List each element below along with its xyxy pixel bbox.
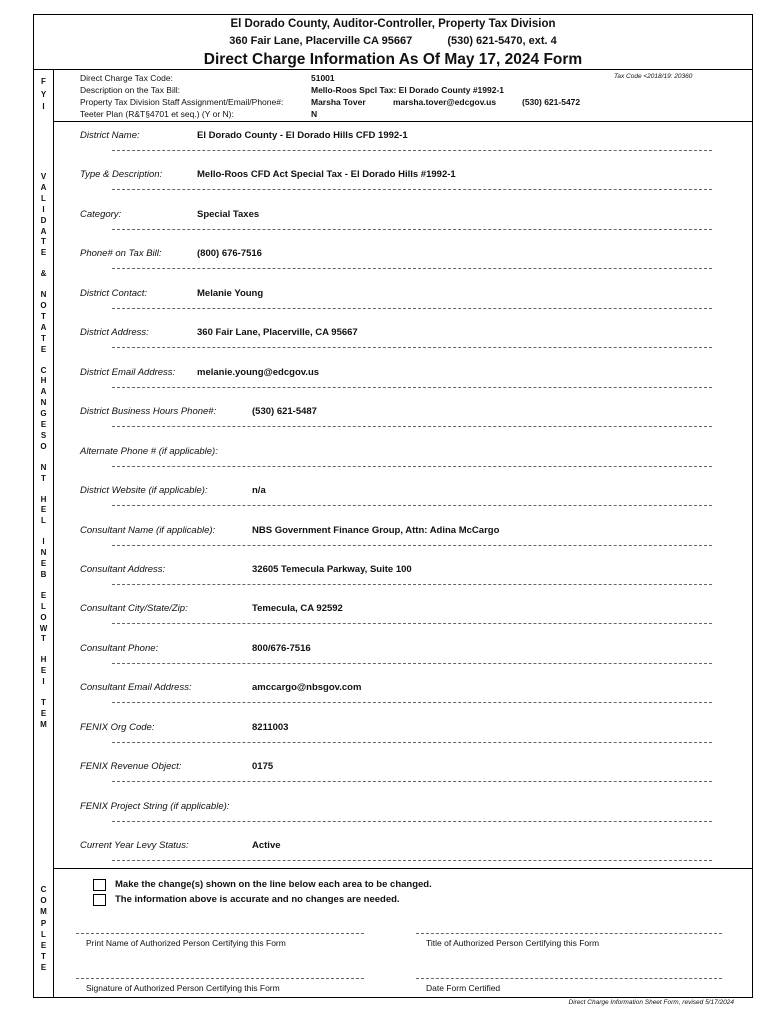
field-value: (530) 621-5487: [252, 406, 317, 418]
side-letter: N: [40, 548, 47, 558]
change-notation-line[interactable]: [112, 584, 712, 585]
change-notation-line[interactable]: [112, 781, 712, 782]
side-letter: I: [42, 204, 45, 214]
field-label: Consultant Phone:: [80, 642, 159, 654]
field-label: District Website (if applicable):: [80, 485, 208, 497]
side-letter: L: [41, 601, 46, 611]
field-label: Phone# on Tax Bill:: [80, 248, 162, 260]
change-notation-line[interactable]: [112, 229, 712, 230]
form-footer: Direct Charge Information Sheet Form, revised 5/17/2024: [568, 999, 734, 1006]
field-label: FENIX Revenue Object:: [80, 761, 182, 773]
side-letter: M: [40, 719, 47, 729]
field-label: Consultant Email Address:: [80, 682, 192, 694]
side-letter: A: [40, 226, 47, 236]
field-row: [80, 364, 720, 404]
side-letter: T: [41, 952, 46, 962]
field-row: [80, 324, 720, 364]
description-value: Mello-Roos Spcl Tax: El Dorado County #1992-1: [311, 85, 505, 95]
agency-contact: [34, 35, 752, 47]
side-label-fyi: [34, 70, 54, 122]
complete-section: [54, 869, 752, 997]
side-letter: B: [40, 569, 47, 579]
side-letter: O: [40, 612, 47, 622]
field-row: [80, 758, 720, 798]
teeter-label: Teeter Plan (R&T§4701 et seq.) (Y or N):: [80, 109, 234, 119]
agency-address: 360 Fair Lane, Placerville CA 95667: [229, 35, 413, 47]
tax-code-value: 51001: [311, 73, 335, 83]
field-label: Category:: [80, 208, 122, 220]
field-value: Mello-Roos CFD Act Special Tax - El Dorado Hills #1992-1: [197, 169, 456, 181]
field-value: Melanie Young: [197, 287, 264, 299]
staff-label: Property Tax Division Staff Assignment/Email/Phone#:: [80, 97, 284, 107]
side-letter: E: [40, 590, 47, 600]
form-header: [34, 15, 752, 70]
side-letter: A: [40, 322, 47, 332]
side-letter: E: [40, 941, 47, 950]
print-name-line[interactable]: [76, 933, 364, 934]
side-letter: V: [40, 172, 47, 181]
side-letter: T: [41, 311, 46, 321]
side-letter: E: [40, 559, 47, 568]
signature-line[interactable]: [76, 978, 364, 979]
side-letter: S: [40, 430, 47, 440]
description-label: Description on the Tax Bill:: [80, 85, 181, 95]
teeter-value: N: [311, 109, 318, 119]
field-label: Consultant Address:: [80, 563, 166, 575]
side-letter: C: [40, 365, 47, 375]
change-notation-line[interactable]: [112, 742, 712, 743]
side-letter: O: [40, 441, 47, 451]
field-row: [80, 206, 720, 246]
field-row: [80, 600, 720, 640]
side-letter: M: [40, 907, 47, 917]
field-value: 0175: [252, 761, 274, 773]
side-letter: T: [41, 473, 46, 483]
side-letter: T: [41, 698, 46, 707]
side-letter: P: [40, 918, 47, 928]
side-letter: E: [40, 708, 47, 718]
tax-code-label: Direct Charge Tax Code:: [80, 73, 173, 83]
field-value: n/a: [252, 485, 266, 497]
side-label-validate: [34, 122, 54, 869]
change-notation-line[interactable]: [112, 663, 712, 664]
side-letter: O: [40, 301, 47, 310]
side-letter: T: [41, 237, 46, 247]
signature-label: Signature of Authorized Person Certifying this Form: [86, 983, 280, 993]
print-name-label: Print Name of Authorized Person Certifying this Form: [86, 938, 286, 948]
field-value: (800) 676-7516: [197, 248, 262, 260]
side-letter: E: [40, 963, 47, 973]
staff-name: Marsha Tover: [311, 97, 366, 107]
field-label: District Address:: [80, 327, 149, 339]
field-value: 32605 Temecula Parkway, Suite 100: [252, 563, 412, 575]
side-letter: H: [40, 655, 47, 665]
title-label: Title of Authorized Person Certifying this Form: [426, 938, 600, 948]
side-letter: E: [40, 505, 47, 515]
no-change-checkbox[interactable]: [93, 894, 106, 906]
side-letter: L: [41, 516, 46, 526]
change-notation-line[interactable]: [112, 702, 712, 703]
side-letter: D: [40, 215, 47, 225]
side-letter: W: [39, 623, 48, 633]
field-row: [80, 561, 720, 601]
side-letter: N: [40, 462, 47, 472]
field-value: 8211003: [252, 721, 289, 733]
staff-email: marsha.tover@edcgov.us: [393, 97, 497, 107]
staff-phone: (530) 621-5472: [522, 97, 581, 107]
change-notation-line[interactable]: [112, 150, 712, 151]
field-row: [80, 798, 720, 838]
field-row: [80, 166, 720, 206]
side-label-complete: [34, 869, 54, 997]
field-value: Special Taxes: [197, 208, 260, 220]
field-value: Active: [252, 840, 281, 852]
side-letter: O: [40, 896, 47, 906]
field-row: [80, 403, 720, 443]
side-letter: N: [40, 290, 47, 300]
side-letter: T: [41, 333, 46, 343]
form-title: Direct Charge Information As Of May 17, 2024 Form: [203, 51, 583, 68]
change-notation-line[interactable]: [112, 821, 712, 822]
side-letter: A: [40, 182, 47, 192]
side-letter: E: [40, 248, 47, 258]
date-line[interactable]: [416, 978, 722, 979]
field-row: [80, 443, 720, 483]
change-option-label: Make the change(s) shown on the line below each area to be changed.: [115, 879, 432, 890]
side-letter: L: [41, 929, 46, 939]
title-line[interactable]: [416, 933, 722, 934]
side-letter: &: [40, 269, 47, 279]
validate-section: [54, 122, 752, 869]
side-letter: A: [40, 387, 47, 397]
side-letter: F: [41, 77, 46, 86]
side-letter: C: [40, 885, 47, 894]
field-row: [80, 679, 720, 719]
side-letter: G: [40, 409, 47, 419]
field-label: District Email Address:: [80, 366, 176, 378]
side-letter: H: [40, 494, 47, 504]
field-label: District Name:: [80, 130, 140, 141]
field-row: [80, 482, 720, 522]
side-letter: I: [42, 677, 45, 687]
field-value: 360 Fair Lane, Placerville, CA 95667: [197, 327, 358, 339]
side-letter: I: [42, 102, 45, 111]
field-row: [80, 285, 720, 325]
field-label: FENIX Org Code:: [80, 721, 155, 733]
field-value: melanie.young@edcgov.us: [197, 366, 320, 378]
field-label: Type & Description:: [80, 169, 163, 181]
field-row: [80, 245, 720, 285]
change-notation-line[interactable]: [112, 860, 712, 861]
side-letter: T: [41, 634, 46, 644]
date-label: Date Form Certified: [426, 983, 501, 993]
side-letter: H: [40, 376, 47, 386]
field-label: Consultant Name (if applicable):: [80, 524, 216, 536]
field-label: Current Year Levy Status:: [80, 840, 189, 852]
change-notation-line[interactable]: [112, 505, 712, 506]
change-notation-line[interactable]: [112, 268, 712, 269]
field-label: Alternate Phone # (if applicable):: [80, 445, 218, 457]
side-letter: E: [40, 420, 47, 429]
field-value: amccargo@nbsgov.com: [252, 682, 362, 694]
side-letter: L: [41, 193, 46, 203]
side-letter: E: [40, 344, 47, 354]
field-row: [80, 640, 720, 680]
field-row: [80, 127, 720, 167]
change-notation-line[interactable]: [112, 347, 712, 348]
side-letter: N: [40, 398, 47, 408]
side-letter: Y: [40, 89, 47, 99]
agency-phone: (530) 621-5470, ext. 4: [447, 35, 557, 47]
field-value: Temecula, CA 92592: [252, 603, 343, 615]
change-notation-line[interactable]: [112, 623, 712, 624]
change-notation-line[interactable]: [112, 387, 712, 388]
form-frame: [33, 14, 753, 998]
field-label: District Business Hours Phone#:: [80, 406, 217, 418]
field-label: District Contact:: [80, 287, 148, 299]
change-notation-line[interactable]: [112, 466, 712, 467]
change-checkbox[interactable]: [93, 879, 106, 891]
no-change-option-label: The information above is accurate and no changes are needed.: [115, 894, 400, 905]
field-label: Consultant City/State/Zip:: [80, 603, 188, 615]
field-row: [80, 522, 720, 562]
field-value: 800/676-7516: [252, 642, 311, 654]
change-notation-line[interactable]: [112, 426, 712, 427]
change-notation-line[interactable]: [112, 308, 712, 309]
field-label: FENIX Project String (if applicable):: [80, 800, 230, 812]
fyi-section: [54, 70, 752, 122]
side-letter: I: [42, 537, 45, 547]
change-notation-line[interactable]: [112, 545, 712, 546]
field-value: El Dorado County - El Dorado Hills CFD 1992-1: [197, 130, 408, 141]
tax-code-note: Tax Code <2018/19: 20360: [614, 73, 693, 80]
side-letter: E: [40, 666, 47, 676]
change-notation-line[interactable]: [112, 189, 712, 190]
field-value: NBS Government Finance Group, Attn: Adina McCargo: [252, 524, 500, 536]
field-row: [80, 719, 720, 759]
agency-name: El Dorado County, Auditor-Controller, Property Tax Division: [230, 18, 556, 30]
